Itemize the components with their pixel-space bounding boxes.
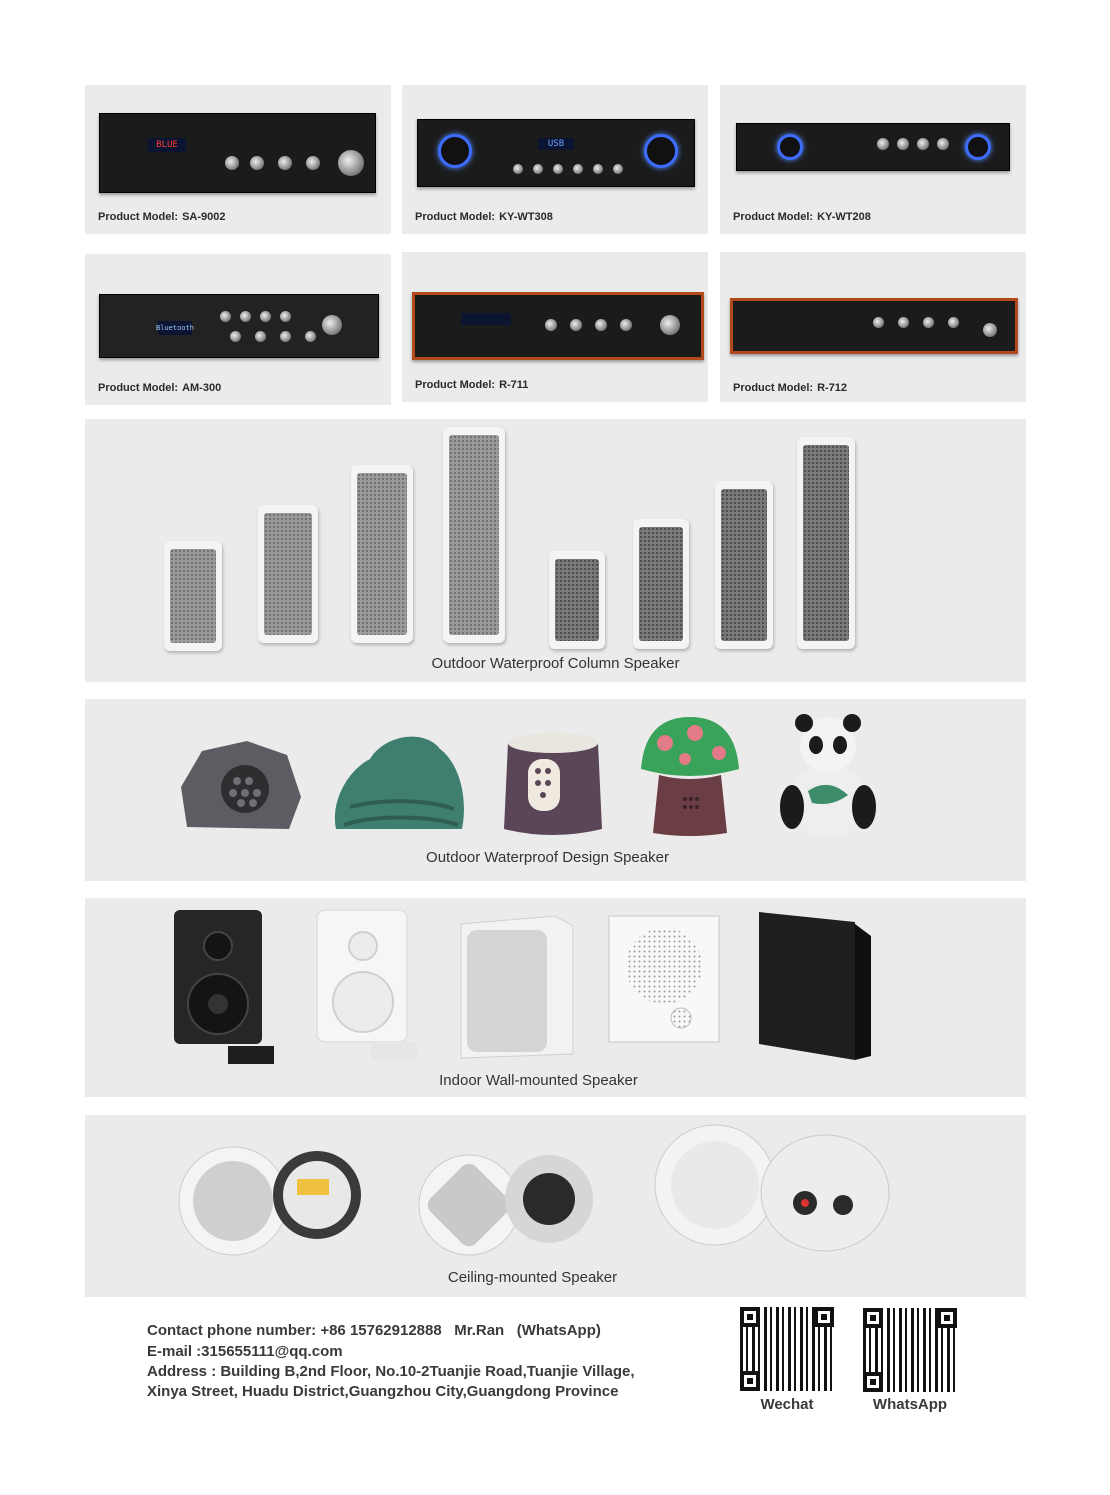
section-title: Indoor Wall-mounted Speaker (439, 1072, 638, 1089)
product-card-sa-9002 (85, 85, 391, 234)
product-card-r-712 (720, 252, 1026, 402)
rock-speaker-image (177, 737, 305, 837)
wechat-label: Wechat (760, 1396, 814, 1413)
whatsapp-label: WhatsApp (872, 1396, 948, 1413)
product-card-ky-wt308 (402, 85, 708, 234)
contact-phone: Contact phone number: +86 15762912888 Mr.Ran (WhatsApp) (147, 1322, 601, 1339)
ceiling-speaker-image (415, 1143, 605, 1263)
ceiling-speaker-image (177, 1139, 377, 1259)
column-speaker-image (443, 427, 505, 643)
amplifier-display: BLUE (148, 138, 186, 152)
black-panel-speaker-image (755, 912, 873, 1062)
section-title: Ceiling-mounted Speaker (447, 1269, 618, 1286)
product-model-label: Product Model: R-712 (733, 382, 848, 394)
amplifier-display (461, 313, 511, 325)
product-model-label: Product Model: AM-300 (98, 382, 222, 394)
amplifier-image (730, 298, 1018, 354)
wechat-qr-code[interactable] (740, 1307, 834, 1391)
product-model-label: Product Model: SA-9002 (98, 211, 226, 223)
stump-speaker-image (498, 729, 608, 841)
column-speaker-image (549, 551, 605, 649)
ceiling-speaker-image (645, 1123, 895, 1263)
design-speaker-section (85, 699, 1026, 881)
product-model-label: Product Model: R-711 (415, 379, 529, 391)
square-wall-speaker-image (455, 916, 577, 1060)
white-wall-speaker-image (313, 906, 423, 1064)
contact-address-line2: Xinya Street, Huadu District,Guangzhou City,Guangdong Province (147, 1383, 619, 1400)
amplifier-image (417, 119, 695, 187)
section-title: Outdoor Waterproof Design Speaker (426, 849, 669, 866)
column-speaker-image (258, 505, 318, 643)
column-speaker-section (85, 419, 1026, 682)
ceiling-speaker-section (85, 1115, 1026, 1297)
amplifier-image (412, 292, 704, 360)
contact-email: E-mail :315655111@qq.com (147, 1343, 343, 1360)
amplifier-image (99, 294, 379, 358)
column-speaker-image (164, 541, 222, 651)
mushroom-speaker-image (635, 713, 745, 839)
column-speaker-image (633, 519, 689, 649)
section-title: Outdoor Waterproof Column Speaker (431, 655, 680, 672)
amplifier-display: Bluetooth (158, 321, 192, 335)
amplifier-display: USB (538, 138, 574, 150)
black-wall-speaker-image (170, 906, 278, 1066)
column-speaker-image (351, 465, 413, 643)
contact-address-line1: Address : Building B,2nd Floor, No.10-2Tuanjie Road,Tuanjie Village, (147, 1363, 635, 1380)
wall-speaker-section (85, 898, 1026, 1097)
grille-wall-speaker-image (607, 914, 721, 1044)
product-card-r-711 (402, 252, 708, 402)
product-card-ky-wt208 (720, 85, 1026, 234)
column-speaker-image (797, 437, 855, 649)
product-card-am-300 (85, 254, 391, 405)
product-model-label: Product Model: KY-WT208 (733, 211, 871, 223)
product-model-label: Product Model: KY-WT308 (415, 211, 553, 223)
whatsapp-qr-code[interactable] (863, 1308, 957, 1392)
amplifier-image (736, 123, 1010, 171)
column-speaker-image (715, 481, 773, 649)
panda-speaker-image (778, 711, 878, 841)
stone-speaker-image (330, 729, 470, 839)
amplifier-image (99, 113, 376, 193)
